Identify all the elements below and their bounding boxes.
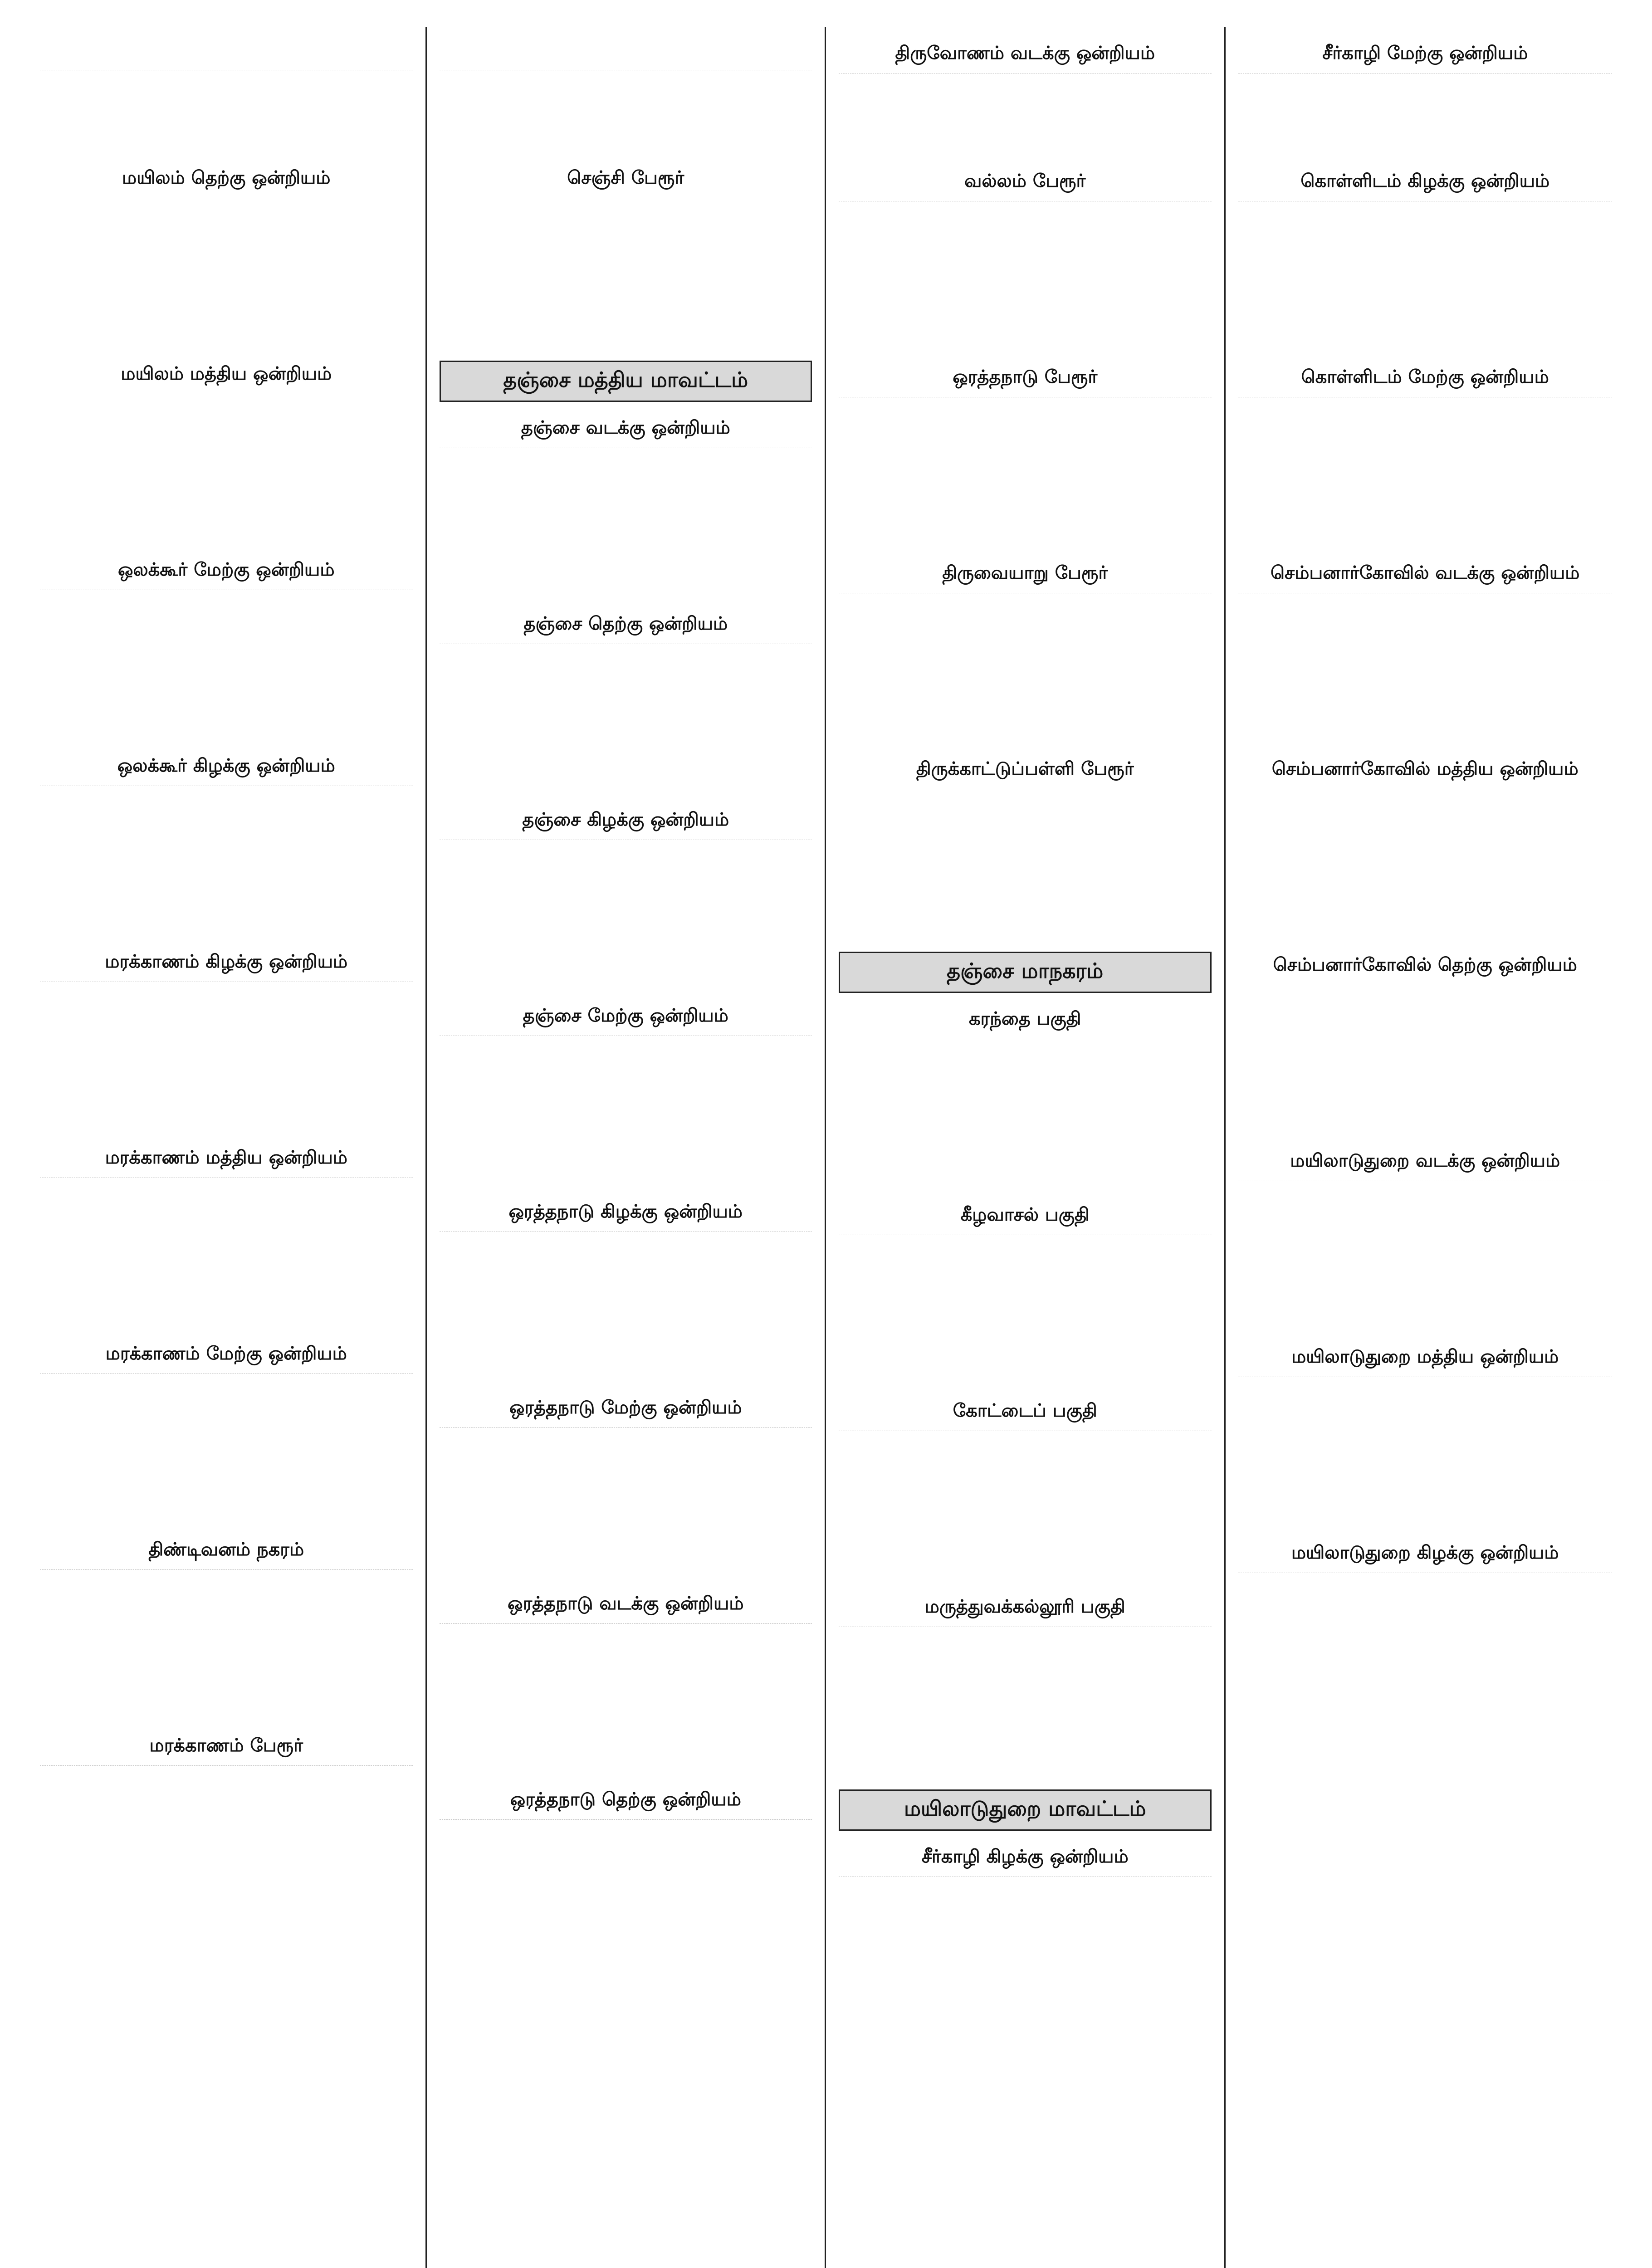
section-body [440, 1232, 812, 1382]
section-heading: ஒரத்தநாடு வடக்கு ஒன்றியம் [507, 1593, 744, 1614]
section-heading [440, 43, 812, 63]
section-heading: மரக்காணம் பேரூர் [149, 1735, 303, 1756]
district-banner: தஞ்சை மாநகரம் [839, 952, 1212, 993]
section-heading: ஒலக்கூர் கிழக்கு ஒன்றியம் [117, 755, 335, 776]
section-heading: தஞ்சை கிழக்கு ஒன்றியம் [522, 809, 729, 830]
section-body [839, 73, 1212, 155]
district-banner: மயிலாடுதுறை மாவட்டம் [839, 1789, 1212, 1831]
section-body [440, 644, 812, 794]
section-body [40, 590, 413, 740]
section-heading: கரந்தை பகுதி [968, 1008, 1081, 1029]
section-heading: வல்லம் பேரூர் [964, 171, 1086, 191]
section-body [440, 1427, 812, 1578]
section-heading: செஞ்சி பேரூர் [567, 167, 684, 188]
section-body [1238, 985, 1613, 1135]
section-body [1238, 1573, 1613, 1723]
section-body [440, 1623, 812, 1774]
section-body [440, 70, 812, 152]
column-3 [826, 27, 1226, 2268]
section-heading: மயிலாடுதுறை வடக்கு ஒன்றியம் [1290, 1150, 1560, 1171]
section-body [40, 786, 413, 936]
section-heading: ஒரத்தநாடு பேரூர் [953, 367, 1098, 387]
section-body [40, 1178, 413, 1328]
section-body [40, 70, 413, 152]
section-heading: மரக்காணம் மேற்கு ஒன்றியம் [105, 1343, 347, 1364]
section-heading: செம்பனார்கோவில் வடக்கு ஒன்றியம் [1271, 562, 1580, 583]
section-heading: மயிலாடுதுறை கிழக்கு ஒன்றியம் [1291, 1542, 1559, 1563]
section-body [839, 1431, 1212, 1581]
section-body [1238, 397, 1613, 547]
section-heading: திண்டிவனம் நகரம் [148, 1539, 304, 1560]
section-heading: மயிலம் மத்திய ஒன்றியம் [121, 363, 332, 384]
section-body [40, 394, 413, 544]
section-body [839, 593, 1212, 743]
section-body [839, 201, 1212, 351]
section-body [440, 198, 812, 348]
section-heading: மயிலாடுதுறை மத்திய ஒன்றியம் [1291, 1346, 1559, 1367]
section-heading: சீர்காழி மேற்கு ஒன்றியம் [1322, 43, 1528, 64]
newspaper-page [27, 27, 1625, 2268]
column-1 [27, 27, 427, 2268]
section-heading: திருவோணம் வடக்கு ஒன்றியம் [895, 43, 1155, 64]
section-body [1238, 789, 1613, 939]
district-banner: தஞ்சை மத்திய மாவட்டம் [440, 361, 812, 402]
section-heading: ஒலக்கூர் மேற்கு ஒன்றியம் [118, 559, 335, 580]
section-body [1238, 201, 1613, 351]
section-body [40, 198, 413, 348]
section-body [839, 789, 1212, 939]
section-body [40, 1569, 413, 1720]
section-heading: செம்பனார்கோவில் மத்திய ஒன்றியம் [1271, 758, 1579, 779]
section-heading: கோட்டைப் பகுதி [953, 1400, 1097, 1421]
section-body [40, 1765, 413, 1916]
section-heading: ஒரத்தநாடு கிழக்கு ஒன்றியம் [508, 1201, 743, 1222]
section-body [440, 1036, 812, 1186]
section-heading: தஞ்சை வடக்கு ஒன்றியம் [521, 417, 730, 438]
section-heading [40, 43, 413, 63]
section-body [440, 448, 812, 598]
section-body [1238, 73, 1613, 155]
column-2 [427, 27, 826, 2268]
section-body [839, 397, 1212, 547]
section-heading: ஒரத்தநாடு மேற்கு ஒன்றியம் [509, 1397, 742, 1418]
section-heading: மயிலம் தெற்கு ஒன்றியம் [122, 167, 331, 188]
section-body [440, 840, 812, 990]
column-grid [27, 27, 1625, 2268]
section-body [839, 1877, 1212, 2027]
section-heading: கொள்ளிடம் கிழக்கு ஒன்றியம் [1300, 171, 1550, 191]
section-body [1238, 1181, 1613, 1331]
section-heading: தஞ்சை தெற்கு ஒன்றியம் [523, 613, 728, 634]
section-body [839, 1627, 1212, 1777]
section-heading: மருத்துவக்கல்லூரி பகுதி [924, 1596, 1125, 1617]
section-heading: கீழவாசல் பகுதி [960, 1204, 1090, 1225]
section-heading: திருவையாறு பேரூர் [942, 562, 1108, 583]
section-heading: மரக்காணம் மத்திய ஒன்றியம் [105, 1147, 347, 1168]
section-heading: கொள்ளிடம் மேற்கு ஒன்றியம் [1301, 367, 1549, 387]
section-body [1238, 593, 1613, 743]
section-heading: சீர்காழி கிழக்கு ஒன்றியம் [921, 1846, 1129, 1867]
section-heading: திருக்காட்டுப்பள்ளி பேரூர் [916, 758, 1134, 779]
section-body [839, 1039, 1212, 1189]
section-heading: ஒரத்தநாடு தெற்கு ஒன்றியம் [510, 1789, 741, 1810]
section-heading: தஞ்சை மேற்கு ஒன்றியம் [523, 1005, 728, 1026]
section-body [1238, 1377, 1613, 1527]
section-body [40, 982, 413, 1132]
column-4 [1226, 27, 1625, 2268]
section-body [440, 1819, 812, 1970]
section-body [839, 1235, 1212, 1385]
section-body [40, 1374, 413, 1524]
section-heading: செம்பனார்கோவில் தெற்கு ஒன்றியம் [1273, 954, 1577, 975]
section-heading: மரக்காணம் கிழக்கு ஒன்றியம் [105, 951, 348, 972]
